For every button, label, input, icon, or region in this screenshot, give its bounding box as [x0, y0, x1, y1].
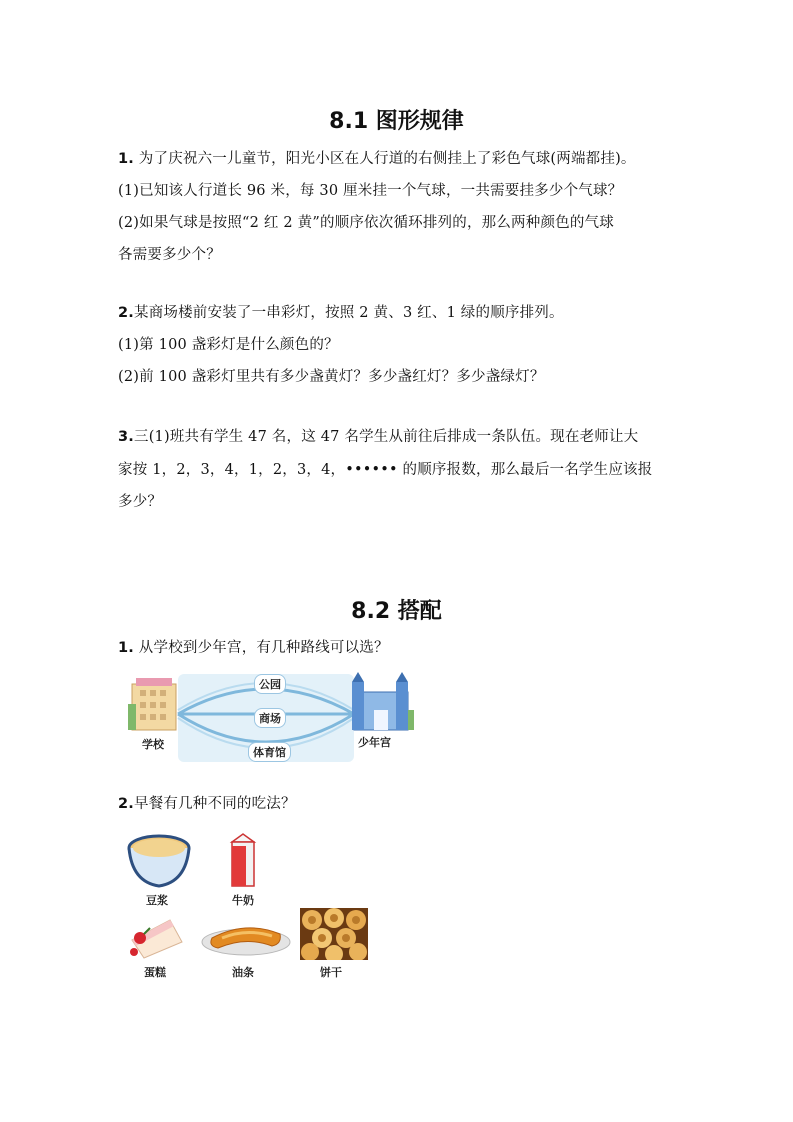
route-diagram — [126, 670, 416, 768]
label-youtiao: 油条 — [232, 966, 254, 979]
breakfast-pictures — [126, 832, 376, 982]
label-school: 学校 — [142, 738, 164, 751]
label-biscuits: 饼干 — [320, 966, 342, 979]
question-1-3-line3: 多少？ — [118, 494, 163, 510]
question-text: 早餐有几种不同的吃法？ — [134, 796, 296, 812]
question-1-3 — [118, 425, 638, 446]
question-text: 从学校到少年宫，有几种路线可以选？ — [134, 640, 389, 656]
question-1-1 — [118, 147, 636, 168]
question-number: 2. — [118, 796, 134, 812]
question-1-3-line2: 家按 1，2，3，4，1，2，3，4，•••••• 的顺序报数，那么最后一名学生应该报 — [118, 462, 653, 478]
label-milk: 牛奶 — [232, 894, 254, 907]
soymilk-bowl-icon — [126, 832, 192, 890]
question-text: 三(1)班共有学生 47 名，这 47 名学生从前往后排成一条队伍。现在老师让大 — [134, 429, 639, 445]
question-text: 为了庆祝六一儿童节，阳光小区在人行道的右侧挂上了彩色气球(两端都挂)。 — [134, 151, 636, 167]
cake-icon — [126, 912, 188, 962]
biscuits-icon — [300, 908, 368, 960]
label-cake: 蛋糕 — [144, 966, 166, 979]
question-1-1-sub1: (1)已知该人行道长 96 米，每 30 厘米挂一个气球，一共需要挂多少个气球？ — [118, 183, 623, 199]
question-number: 1. — [118, 640, 134, 656]
section-title-1: 8.1 图形规律 — [329, 109, 464, 134]
question-2-1 — [118, 636, 389, 657]
question-1-1-sub2b: 各需要多少个？ — [118, 247, 221, 263]
route-label-park: 公园 — [254, 674, 286, 694]
route-label-gym: 体育馆 — [248, 742, 291, 762]
question-number: 3. — [118, 429, 134, 445]
question-number: 2. — [118, 305, 134, 321]
question-1-1-sub2a: (2)如果气球是按照“2 红 2 黄”的顺序依次循环排列的，那么两种颜色的气球 — [118, 215, 614, 231]
route-label-mall: 商场 — [254, 708, 286, 728]
question-number: 1. — [118, 151, 134, 167]
milk-carton-icon — [226, 832, 260, 888]
label-palace: 少年宫 — [358, 736, 391, 749]
question-1-2-sub2: (2)前 100 盏彩灯里共有多少盏黄灯？多少盏红灯？多少盏绿灯？ — [118, 369, 545, 385]
palace-building-icon — [352, 672, 414, 730]
question-1-2-sub1: (1)第 100 盏彩灯是什么颜色的？ — [118, 337, 339, 353]
label-soymilk: 豆浆 — [146, 894, 168, 907]
question-text: 某商场楼前安装了一串彩灯，按照 2 黄、3 红、1 绿的顺序排列。 — [134, 305, 564, 321]
youtiao-icon — [198, 914, 294, 958]
school-building-icon — [128, 678, 176, 730]
question-1-2 — [118, 301, 564, 322]
question-2-2 — [118, 792, 296, 813]
section-title-2: 8.2 搭配 — [351, 599, 442, 624]
